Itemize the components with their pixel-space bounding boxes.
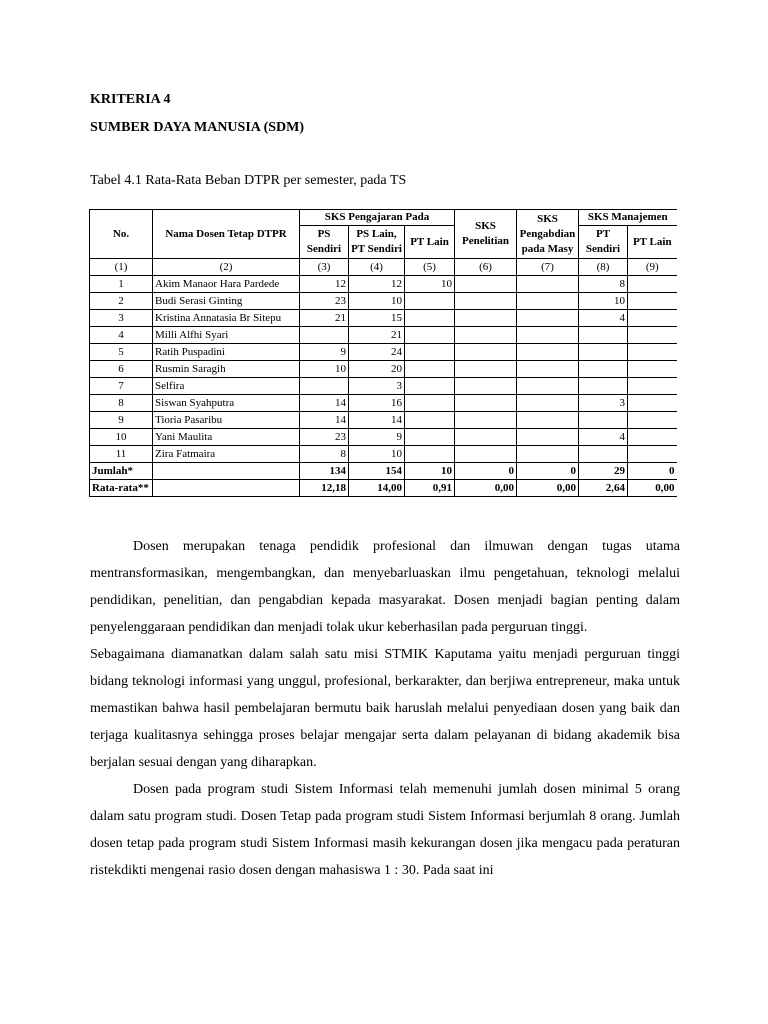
cell-ps-lain: 16	[349, 395, 405, 412]
cell-mgmt-pt-lain	[628, 446, 677, 463]
cell-ps-sendiri: 12,18	[300, 480, 349, 497]
header-ps-lain: PS Lain, PT Sendiri	[349, 226, 405, 259]
cell-ps-lain: 3	[349, 378, 405, 395]
table-row	[90, 276, 677, 293]
cell-pt-lain	[405, 378, 455, 395]
average-row-label: Rata-rata**	[90, 480, 153, 497]
cell-pt-lain	[405, 293, 455, 310]
cell-mgmt-pt-lain	[628, 293, 677, 310]
cell-name	[153, 463, 300, 480]
cell-penelitian	[455, 412, 517, 429]
cell-ps-lain: 14	[349, 412, 405, 429]
cell-pt-lain	[405, 344, 455, 361]
cell-pengabdian	[517, 412, 579, 429]
cell-mgmt-pt-sendiri	[579, 361, 628, 378]
cell-pengabdian	[517, 310, 579, 327]
cell-name: Tioria Pasaribu	[153, 412, 300, 429]
cell-ps-lain: 21	[349, 327, 405, 344]
cell-ps-lain: 14,00	[349, 480, 405, 497]
cell-penelitian	[455, 395, 517, 412]
cell-mgmt-pt-lain	[628, 395, 677, 412]
table-row	[90, 395, 677, 412]
cell-penelitian: 0	[455, 463, 517, 480]
cell-ps-lain: 10	[349, 293, 405, 310]
cell-mgmt-pt-sendiri: 4	[579, 429, 628, 446]
body-text	[90, 533, 680, 884]
header-group-management: SKS Manajemen	[579, 210, 677, 226]
cell-pt-lain	[405, 361, 455, 378]
cell-mgmt-pt-lain	[628, 327, 677, 344]
cell-mgmt-pt-sendiri: 29	[579, 463, 628, 480]
column-number: (6)	[455, 259, 517, 276]
column-number: (3)	[300, 259, 349, 276]
cell-no: 11	[90, 446, 153, 463]
cell-pengabdian	[517, 429, 579, 446]
cell-pengabdian	[517, 378, 579, 395]
cell-pengabdian	[517, 276, 579, 293]
cell-name: Kristina Annatasia Br Sitepu	[153, 310, 300, 327]
cell-mgmt-pt-lain: 0	[628, 463, 677, 480]
cell-ps-sendiri: 21	[300, 310, 349, 327]
cell-ps-lain: 12	[349, 276, 405, 293]
header-name: Nama Dosen Tetap DTPR	[153, 210, 300, 259]
cell-name	[153, 480, 300, 497]
header-pengabdian: SKS Pengabdian pada Masy	[517, 210, 579, 259]
table-row	[90, 446, 677, 463]
cell-ps-lain: 15	[349, 310, 405, 327]
cell-no: 9	[90, 412, 153, 429]
cell-ps-sendiri: 14	[300, 412, 349, 429]
cell-mgmt-pt-lain	[628, 378, 677, 395]
cell-penelitian	[455, 276, 517, 293]
cell-pengabdian	[517, 361, 579, 378]
cell-mgmt-pt-sendiri	[579, 446, 628, 463]
cell-ps-sendiri: 14	[300, 395, 349, 412]
cell-name: Yani Maulita	[153, 429, 300, 446]
cell-mgmt-pt-sendiri: 8	[579, 276, 628, 293]
cell-mgmt-pt-lain: 0,00	[628, 480, 677, 497]
average-row	[90, 480, 677, 497]
cell-pt-lain	[405, 395, 455, 412]
table-row	[90, 361, 677, 378]
cell-mgmt-pt-lain	[628, 276, 677, 293]
cell-penelitian	[455, 378, 517, 395]
cell-pengabdian: 0	[517, 463, 579, 480]
cell-penelitian	[455, 446, 517, 463]
cell-name: Zira Fatmaira	[153, 446, 300, 463]
cell-ps-sendiri: 23	[300, 429, 349, 446]
cell-name: Ratih Puspadini	[153, 344, 300, 361]
cell-mgmt-pt-lain	[628, 361, 677, 378]
cell-name: Akim Manaor Hara Pardede	[153, 276, 300, 293]
cell-no: 2	[90, 293, 153, 310]
cell-ps-sendiri: 10	[300, 361, 349, 378]
paragraph: Dosen pada program studi Sistem Informasi telah memenuhi jumlah dosen minimal 5 orang dalam satu program studi. Dosen Tetap pada program studi Sistem Informasi berjumlah 8 orang. Jumlah dosen tetap pada program studi Sistem Informasi masih kekurangan dosen jika mengacu pada peraturan ristekdikti mengenai rasio dosen dengan mahasiswa 1 : 30. Pada saat ini	[90, 782, 680, 878]
cell-name: Rusmin Saragih	[153, 361, 300, 378]
table-caption: Tabel 4.1 Rata-Rata Beban DTPR per semester, pada TS	[90, 173, 407, 188]
cell-ps-lain: 20	[349, 361, 405, 378]
cell-mgmt-pt-sendiri	[579, 412, 628, 429]
cell-pengabdian	[517, 327, 579, 344]
header-group-teaching: SKS Pengajaran Pada	[300, 210, 455, 226]
criteria-subtitle: SUMBER DAYA MANUSIA (SDM)	[90, 120, 305, 135]
header-pt-lain: PT Lain	[405, 226, 455, 259]
cell-no: 6	[90, 361, 153, 378]
total-row	[90, 463, 677, 480]
cell-mgmt-pt-sendiri: 4	[579, 310, 628, 327]
column-number: (5)	[405, 259, 455, 276]
cell-name: Siswan Syahputra	[153, 395, 300, 412]
cell-ps-sendiri	[300, 378, 349, 395]
header-mgmt-pt-lain: PT Lain	[628, 226, 677, 259]
cell-pt-lain: 0,91	[405, 480, 455, 497]
cell-mgmt-pt-sendiri	[579, 344, 628, 361]
cell-mgmt-pt-sendiri: 3	[579, 395, 628, 412]
column-number: (4)	[349, 259, 405, 276]
cell-mgmt-pt-sendiri	[579, 327, 628, 344]
cell-mgmt-pt-sendiri: 2,64	[579, 480, 628, 497]
cell-name: Budi Serasi Ginting	[153, 293, 300, 310]
cell-mgmt-pt-lain	[628, 412, 677, 429]
cell-name: Milli Alfhi Syari	[153, 327, 300, 344]
cell-no: 3	[90, 310, 153, 327]
cell-no: 10	[90, 429, 153, 446]
cell-ps-lain: 9	[349, 429, 405, 446]
table-row	[90, 429, 677, 446]
column-number: (9)	[628, 259, 677, 276]
cell-name: Selfira	[153, 378, 300, 395]
header-penelitian: SKS Penelitian	[455, 210, 517, 259]
column-number: (1)	[90, 259, 153, 276]
cell-no: 8	[90, 395, 153, 412]
cell-ps-lain: 10	[349, 446, 405, 463]
table-row	[90, 327, 677, 344]
header-no: No.	[90, 210, 153, 259]
table-row	[90, 293, 677, 310]
cell-pengabdian	[517, 395, 579, 412]
cell-penelitian	[455, 293, 517, 310]
cell-no: 4	[90, 327, 153, 344]
cell-pengabdian	[517, 344, 579, 361]
column-number: (7)	[517, 259, 579, 276]
cell-pt-lain	[405, 310, 455, 327]
cell-ps-sendiri	[300, 327, 349, 344]
cell-penelitian	[455, 327, 517, 344]
cell-pt-lain	[405, 446, 455, 463]
cell-ps-sendiri: 134	[300, 463, 349, 480]
cell-penelitian	[455, 310, 517, 327]
column-number: (8)	[579, 259, 628, 276]
paragraph: Dosen merupakan tenaga pendidik profesional dan ilmuwan dengan tugas utama mentransformasikan, mengembangkan, dan menyebarluaskan ilmu pengetahuan, teknologi melalui pendidikan, penelitian, dan pengabdian kepada masyarakat. Dosen menjadi bagian penting dalam penyelenggaraan pendidikan dan menjadi tolak ukur keberhasilan pada perguruan tinggi.	[90, 539, 680, 635]
cell-penelitian	[455, 344, 517, 361]
cell-pengabdian	[517, 446, 579, 463]
cell-pt-lain	[405, 412, 455, 429]
cell-pt-lain	[405, 327, 455, 344]
table-row	[90, 344, 677, 361]
cell-mgmt-pt-sendiri	[579, 378, 628, 395]
cell-ps-lain: 24	[349, 344, 405, 361]
cell-penelitian	[455, 429, 517, 446]
table-row	[90, 412, 677, 429]
cell-ps-sendiri: 9	[300, 344, 349, 361]
cell-penelitian	[455, 361, 517, 378]
cell-pt-lain: 10	[405, 463, 455, 480]
column-number: (2)	[153, 259, 300, 276]
cell-no: 5	[90, 344, 153, 361]
cell-pt-lain	[405, 429, 455, 446]
cell-ps-sendiri: 12	[300, 276, 349, 293]
cell-no: 7	[90, 378, 153, 395]
cell-no: 1	[90, 276, 153, 293]
cell-mgmt-pt-lain	[628, 344, 677, 361]
paragraph: Sebagaimana diamanatkan dalam salah satu misi STMIK Kaputama yaitu menjadi perguruan tinggi bidang teknologi informasi yang unggul, profesional, berkarakter, dan berjiwa entrepreneur, maka untuk memastikan bahwa hasil pembelajaran bermutu baik haruslah melalui penyediaan dosen yang baik dan terjaga kualitasnya sehingga proses belajar mengajar serta dalam pelayanan di bidang akademik bisa berjalan sesuai dengan yang diharapkan.	[90, 647, 680, 770]
criteria-title: KRITERIA 4	[90, 92, 171, 107]
table-row	[90, 378, 677, 395]
cell-ps-sendiri: 23	[300, 293, 349, 310]
column-number-row	[90, 259, 677, 276]
table-body	[90, 259, 677, 497]
cell-mgmt-pt-lain	[628, 310, 677, 327]
cell-pt-lain: 10	[405, 276, 455, 293]
cell-mgmt-pt-sendiri: 10	[579, 293, 628, 310]
cell-penelitian: 0,00	[455, 480, 517, 497]
cell-pengabdian: 0,00	[517, 480, 579, 497]
cell-ps-lain: 154	[349, 463, 405, 480]
cell-pengabdian	[517, 293, 579, 310]
cell-ps-sendiri: 8	[300, 446, 349, 463]
cell-mgmt-pt-lain	[628, 429, 677, 446]
header-ps-sendiri: PS Sendiri	[300, 226, 349, 259]
table-row	[90, 310, 677, 327]
dtpr-table	[89, 209, 677, 497]
total-row-label: Jumlah*	[90, 463, 153, 480]
header-mgmt-pt-sendiri: PT Sendiri	[579, 226, 628, 259]
